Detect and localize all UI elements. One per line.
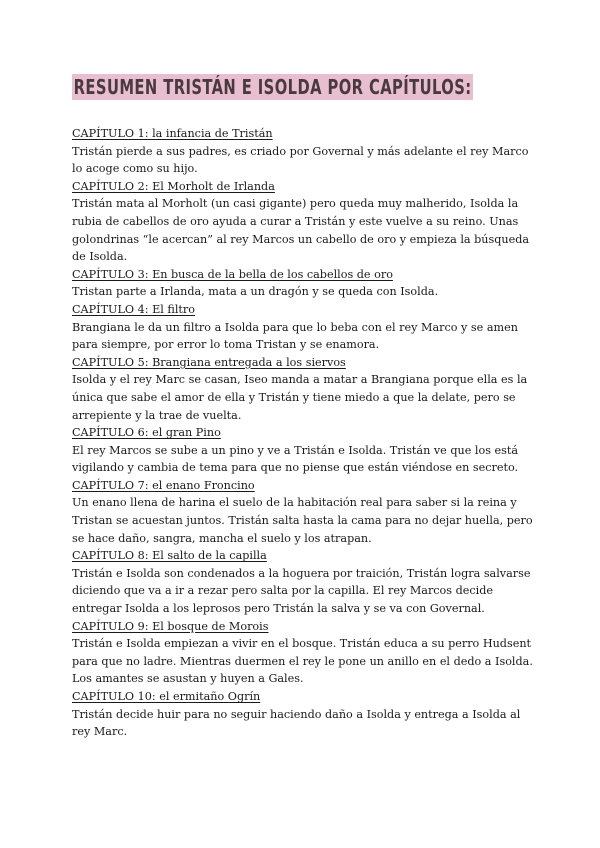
chapter-1 xyxy=(72,125,537,178)
chapter-4 xyxy=(72,301,537,354)
chapter-title: CAPÍTULO 9: El bosque de Morois xyxy=(72,619,269,633)
chapter-title: CAPÍTULO 5: Brangiana entregada a los siervos xyxy=(72,355,346,369)
chapter-title: CAPÍTULO 3: En busca de la bella de los cabellos de oro xyxy=(72,267,393,281)
document-title: RESUMEN TRISTÁN E ISOLDA POR CAPÍTULOS: xyxy=(73,75,472,99)
chapter-6 xyxy=(72,424,537,477)
chapter-5 xyxy=(72,354,537,424)
chapter-summary: El rey Marcos se sube a un pino y ve a Tristán e Isolda. Tristán ve que los está vigilando y cambia de tema para que no piense que están viéndose en secreto. xyxy=(72,443,519,475)
chapter-summary: Tristán mata al Morholt (un casi gigante) pero queda muy malherido, Isolda la rubia de cabellos de oro ayuda a curar a Tristán y este vuelve a su reino. Unas golondrinas “le acercan” al rey Marcos un cabello de oro y empieza la búsqueda de Isolda. xyxy=(72,197,530,264)
chapter-title: CAPÍTULO 4: El filtro xyxy=(72,302,195,316)
chapter-list xyxy=(72,125,537,741)
chapter-title: CAPÍTULO 10: el ermitaño Ogrín xyxy=(72,690,261,703)
chapter-summary: Brangiana le da un filtro a Isolda para que lo beba con el rey Marco y se amen para siempre, por error lo toma Tristan y se enamora. xyxy=(72,320,518,352)
chapter-summary: Tristán pierde a sus padres, es criado por Governal y más adelante el rey Marco lo acoge como su hijo. xyxy=(72,144,529,176)
chapter-summary: Tristán decide huir para no seguir haciendo daño a Isolda y entrega a Isolda al rey Marc. xyxy=(72,707,521,739)
chapter-summary: Isolda y el rey Marc se casan, Iseo manda a matar a Brangiana porque ella es la única que sabe el amor de ella y Tristán y tiene miedo a que la delate, pero se arrepiente y la trae de vuelta. xyxy=(72,373,528,422)
chapter-title: CAPÍTULO 8: El salto de la capilla xyxy=(72,549,267,563)
chapter-7 xyxy=(72,477,537,547)
chapter-title: CAPÍTULO 2: El Morholt de Irlanda xyxy=(72,179,275,193)
chapter-title: CAPÍTULO 6: el gran Pino xyxy=(72,426,221,440)
title-highlight xyxy=(72,74,561,100)
chapter-summary: Tristán e Isolda empiezan a vivir en el bosque. Tristán educa a su perro Hudsent para que no ladre. Mientras duermen el rey le pone un anillo en el dedo a Isolda. Los amantes se asustan y huyen a Gales. xyxy=(72,637,533,686)
chapter-title: CAPÍTULO 1: la infancia de Tristán xyxy=(72,127,273,140)
chapter-3 xyxy=(72,266,537,301)
chapter-9 xyxy=(72,618,537,688)
chapter-2 xyxy=(72,178,537,266)
chapter-summary: Un enano llena de harina el suelo de la habitación real para saber si la reina y Tristan se acuestan juntos. Tristán salta hasta la cama para no dejar huella, pero se hace daño, sangra, mancha el suelo y los atrapan. xyxy=(72,496,533,545)
chapter-summary: Tristan parte a Irlanda, mata a un dragón y se queda con Isolda. xyxy=(72,285,439,299)
chapter-8 xyxy=(72,547,537,617)
chapter-10 xyxy=(72,688,537,741)
chapter-title: CAPÍTULO 7: el enano Froncino xyxy=(72,478,255,492)
chapter-summary: Tristán e Isolda son condenados a la hoguera por traición, Tristán logra salvarse diciendo que va a ir a rezar pero salta por la capilla. El rey Marcos decide entregar Isolda a los leprosos pero Tristán la salva y se va con Governal. xyxy=(72,566,531,616)
